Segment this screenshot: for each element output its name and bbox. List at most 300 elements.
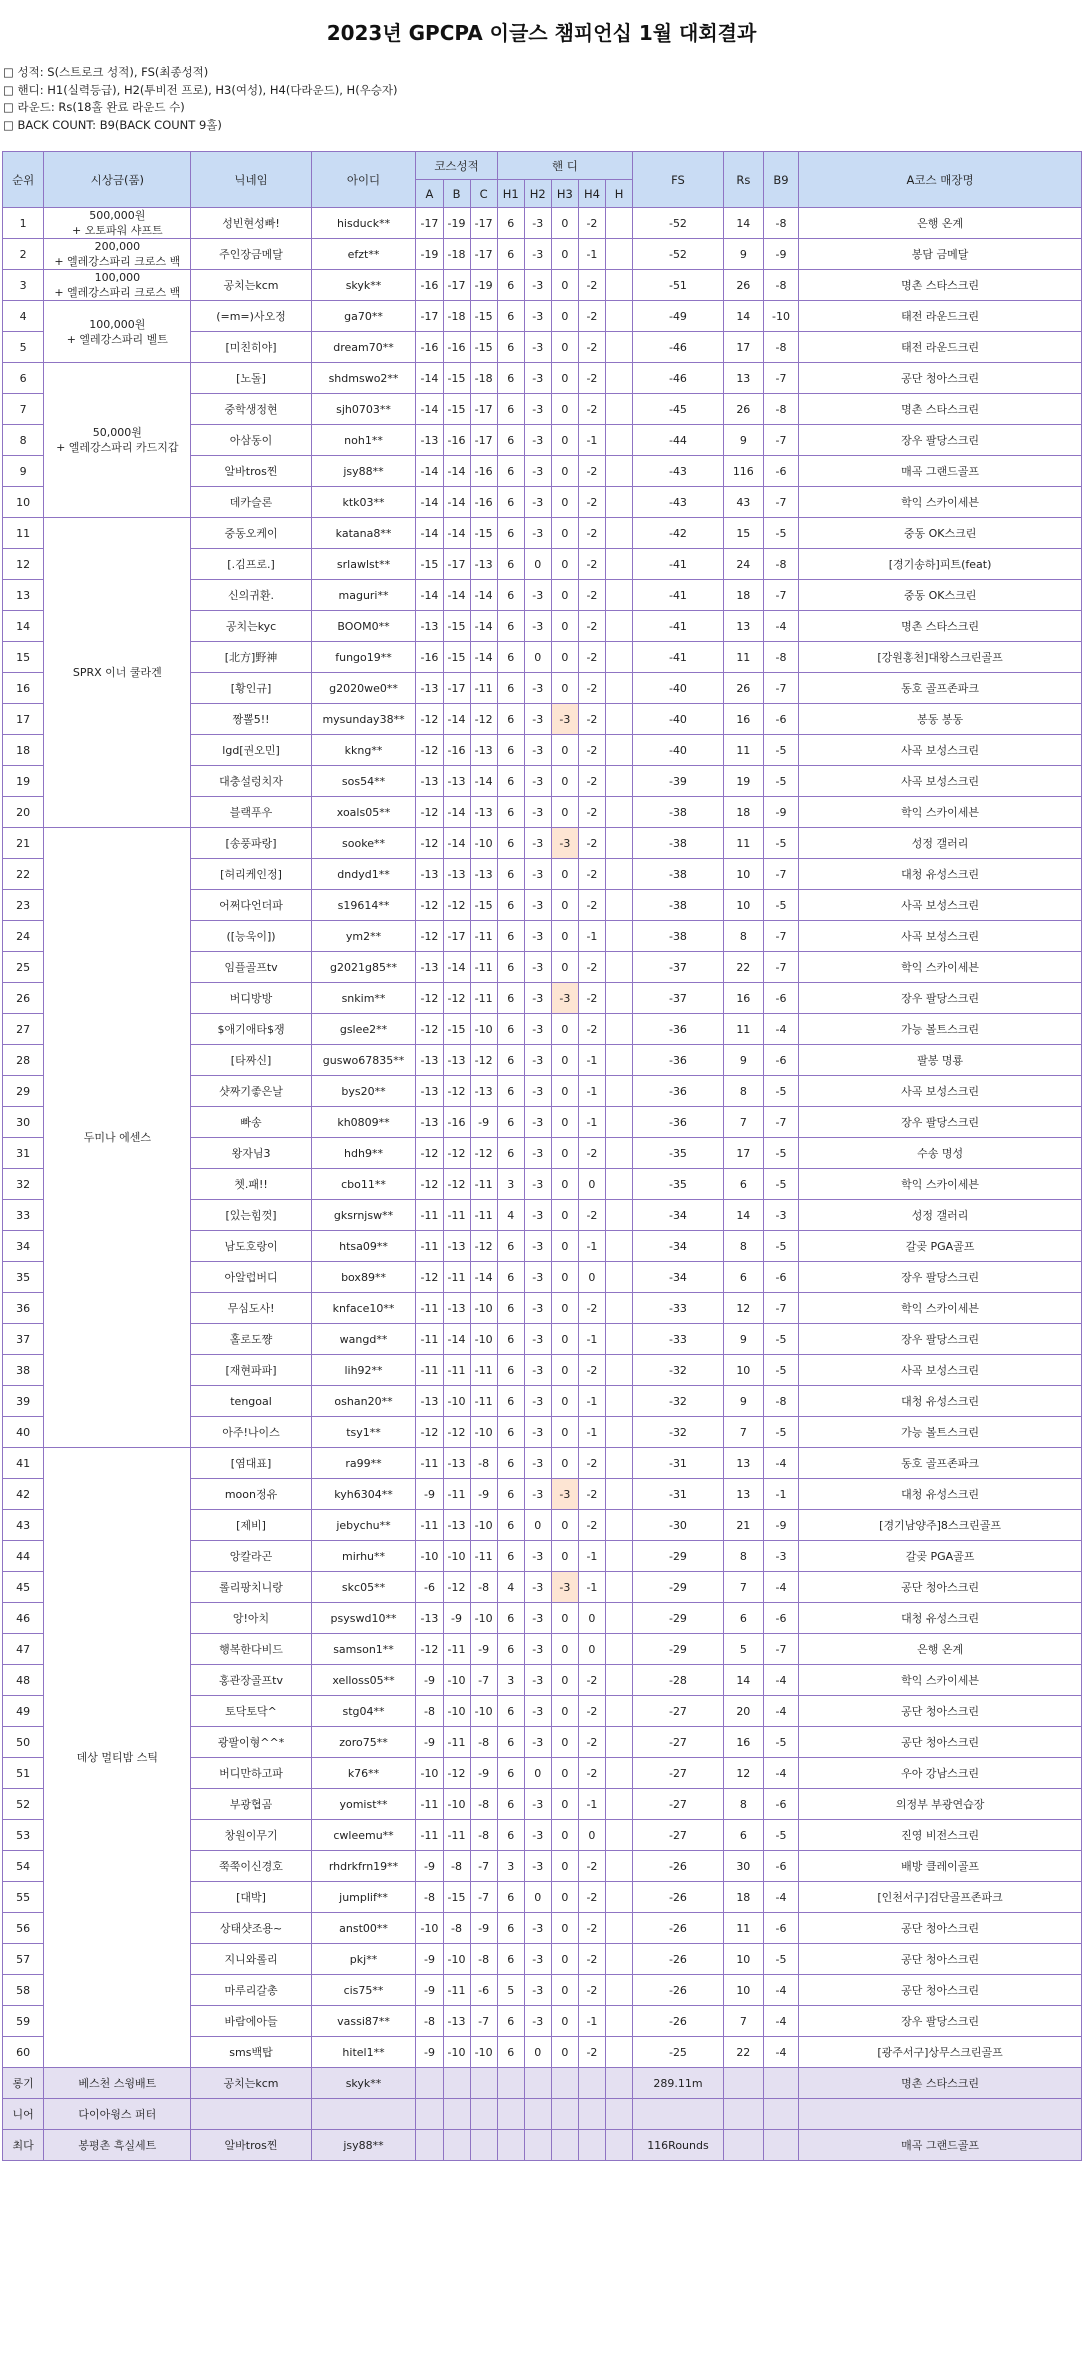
score-a-cell: -11 xyxy=(416,1324,443,1355)
rs-cell: 11 xyxy=(723,642,763,673)
h4-cell: -2 xyxy=(578,797,605,828)
score-a-cell: -9 xyxy=(416,1665,443,1696)
rs-cell: 12 xyxy=(723,1293,763,1324)
rank-cell: 40 xyxy=(3,1417,44,1448)
b9-cell: -6 xyxy=(763,1603,798,1634)
score-c-cell: -14 xyxy=(470,1262,497,1293)
fs-cell: -27 xyxy=(633,1696,724,1727)
h-cell xyxy=(605,1913,632,1944)
h3-cell: 0 xyxy=(551,239,578,270)
h4-cell: -2 xyxy=(578,828,605,859)
h2-cell: -3 xyxy=(524,1851,551,1882)
store-cell: 명촌 스타스크린 xyxy=(799,270,1082,301)
rank-cell: 31 xyxy=(3,1138,44,1169)
rank-cell: 42 xyxy=(3,1479,44,1510)
b9-cell: -6 xyxy=(763,983,798,1014)
nickname-cell: 주인장금메달 xyxy=(191,239,311,270)
score-b-cell: -13 xyxy=(443,1448,470,1479)
header-nickname: 닉네임 xyxy=(191,152,311,208)
header-c: C xyxy=(470,180,497,208)
h2-cell: 0 xyxy=(524,2037,551,2068)
h3-cell: 0 xyxy=(551,1386,578,1417)
nickname-cell: [.김프로.] xyxy=(191,549,311,580)
rs-cell: 15 xyxy=(723,518,763,549)
score-a-cell: -16 xyxy=(416,332,443,363)
store-cell: 공단 청아스크린 xyxy=(799,1727,1082,1758)
score-a-cell: -8 xyxy=(416,1696,443,1727)
h4-cell: 0 xyxy=(578,1262,605,1293)
rank-cell: 12 xyxy=(3,549,44,580)
store-cell: 중동 OK스크린 xyxy=(799,518,1082,549)
b9-cell: -8 xyxy=(763,332,798,363)
id-cell: cis75** xyxy=(311,1975,416,2006)
h1-cell: 6 xyxy=(497,1324,524,1355)
rank-cell: 51 xyxy=(3,1758,44,1789)
award-row xyxy=(3,2130,1082,2161)
h1-cell: 6 xyxy=(497,239,524,270)
fs-cell: -34 xyxy=(633,1231,724,1262)
nickname-cell: [송풍파랑] xyxy=(191,828,311,859)
h1-cell: 6 xyxy=(497,270,524,301)
score-c-cell: -12 xyxy=(470,1045,497,1076)
header-store: A코스 매장명 xyxy=(799,152,1082,208)
h-cell xyxy=(605,890,632,921)
award-empty-cell xyxy=(578,2130,605,2161)
nickname-cell: 샷짜기좋은날 xyxy=(191,1076,311,1107)
h3-cell: 0 xyxy=(551,1231,578,1262)
h4-cell: -2 xyxy=(578,1727,605,1758)
score-c-cell: -7 xyxy=(470,2006,497,2037)
h-cell xyxy=(605,1107,632,1138)
score-b-cell: -11 xyxy=(443,1355,470,1386)
h1-cell: 6 xyxy=(497,1262,524,1293)
score-c-cell: -9 xyxy=(470,1758,497,1789)
h3-cell: 0 xyxy=(551,1634,578,1665)
rs-cell: 16 xyxy=(723,1727,763,1758)
h-cell xyxy=(605,1851,632,1882)
h4-cell: 0 xyxy=(578,1603,605,1634)
score-c-cell: -10 xyxy=(470,1603,497,1634)
award-row xyxy=(3,2099,1082,2130)
award-empty-cell xyxy=(723,2099,763,2130)
award-empty-cell xyxy=(443,2099,470,2130)
rank-cell: 46 xyxy=(3,1603,44,1634)
nickname-cell: 왕자님3 xyxy=(191,1138,311,1169)
id-cell: sjh0703** xyxy=(311,394,416,425)
h2-cell: -3 xyxy=(524,208,551,239)
award-empty-cell xyxy=(497,2130,524,2161)
score-b-cell: -8 xyxy=(443,1913,470,1944)
rs-cell: 9 xyxy=(723,1045,763,1076)
fs-cell: -28 xyxy=(633,1665,724,1696)
h4-cell: -1 xyxy=(578,1386,605,1417)
rank-cell: 14 xyxy=(3,611,44,642)
store-cell: 장우 팔당스크린 xyxy=(799,425,1082,456)
id-cell: samson1** xyxy=(311,1634,416,1665)
h-cell xyxy=(605,456,632,487)
rank-cell: 16 xyxy=(3,673,44,704)
id-cell: efzt** xyxy=(311,239,416,270)
rank-cell: 15 xyxy=(3,642,44,673)
h2-cell: -3 xyxy=(524,1386,551,1417)
award-empty-cell xyxy=(578,2068,605,2099)
store-cell: [광주서구]상무스크린골프 xyxy=(799,2037,1082,2068)
rs-cell: 13 xyxy=(723,1479,763,1510)
award-label-cell: 니어 xyxy=(3,2099,44,2130)
fs-cell: -40 xyxy=(633,704,724,735)
nickname-cell: lgd[권오민] xyxy=(191,735,311,766)
h4-cell: -1 xyxy=(578,1541,605,1572)
id-cell: dream70** xyxy=(311,332,416,363)
score-c-cell: -13 xyxy=(470,859,497,890)
nickname-cell: [제비] xyxy=(191,1510,311,1541)
table-row xyxy=(3,363,1082,394)
h2-cell: -3 xyxy=(524,1944,551,1975)
h4-cell: -2 xyxy=(578,1448,605,1479)
score-c-cell: -9 xyxy=(470,1913,497,1944)
score-b-cell: -16 xyxy=(443,735,470,766)
score-b-cell: -14 xyxy=(443,518,470,549)
score-c-cell: -16 xyxy=(470,456,497,487)
header-course-score: 코스성적 xyxy=(416,152,497,180)
store-cell: 수송 명성 xyxy=(799,1138,1082,1169)
h2-cell: -3 xyxy=(524,1634,551,1665)
b9-cell: -5 xyxy=(763,766,798,797)
h1-cell: 6 xyxy=(497,394,524,425)
rank-cell: 11 xyxy=(3,518,44,549)
h2-cell: -3 xyxy=(524,1076,551,1107)
b9-cell: -10 xyxy=(763,301,798,332)
store-cell: 학익 스카이세븐 xyxy=(799,1169,1082,1200)
fs-cell: -43 xyxy=(633,456,724,487)
score-b-cell: -17 xyxy=(443,673,470,704)
h4-cell: -2 xyxy=(578,859,605,890)
score-c-cell: -17 xyxy=(470,208,497,239)
fs-cell: -26 xyxy=(633,1851,724,1882)
h-cell xyxy=(605,208,632,239)
nickname-cell: sms백탑 xyxy=(191,2037,311,2068)
fs-cell: -32 xyxy=(633,1417,724,1448)
rs-cell: 26 xyxy=(723,270,763,301)
h1-cell: 6 xyxy=(497,890,524,921)
rs-cell: 10 xyxy=(723,1975,763,2006)
h3-cell: 0 xyxy=(551,1448,578,1479)
table-row xyxy=(3,208,1082,239)
rs-cell: 11 xyxy=(723,735,763,766)
id-cell: skyk** xyxy=(311,270,416,301)
award-empty-cell xyxy=(723,2130,763,2161)
h3-cell: 0 xyxy=(551,1820,578,1851)
h1-cell: 4 xyxy=(497,1572,524,1603)
b9-cell: -7 xyxy=(763,859,798,890)
nickname-cell: 아알럽버디 xyxy=(191,1262,311,1293)
rank-cell: 10 xyxy=(3,487,44,518)
score-c-cell: -9 xyxy=(470,1107,497,1138)
score-b-cell: -14 xyxy=(443,456,470,487)
score-a-cell: -19 xyxy=(416,239,443,270)
store-cell: 은행 온계 xyxy=(799,208,1082,239)
h-cell xyxy=(605,1975,632,2006)
h3-cell: 0 xyxy=(551,1758,578,1789)
h-cell xyxy=(605,1510,632,1541)
h3-cell: 0 xyxy=(551,332,578,363)
h2-cell: -3 xyxy=(524,394,551,425)
rs-cell: 13 xyxy=(723,363,763,394)
rank-cell: 33 xyxy=(3,1200,44,1231)
score-a-cell: -13 xyxy=(416,611,443,642)
rank-cell: 21 xyxy=(3,828,44,859)
rank-cell: 24 xyxy=(3,921,44,952)
h4-cell: -1 xyxy=(578,1572,605,1603)
id-cell: sooke** xyxy=(311,828,416,859)
legend-notes xyxy=(3,64,398,134)
h4-cell: -2 xyxy=(578,332,605,363)
award-empty-cell xyxy=(470,2068,497,2099)
b9-cell: -4 xyxy=(763,2006,798,2037)
h2-cell: -3 xyxy=(524,1169,551,1200)
h4-cell: -2 xyxy=(578,673,605,704)
id-cell: ga70** xyxy=(311,301,416,332)
score-b-cell: -17 xyxy=(443,549,470,580)
h2-cell: -3 xyxy=(524,239,551,270)
h-cell xyxy=(605,1014,632,1045)
h-cell xyxy=(605,239,632,270)
h4-cell: -1 xyxy=(578,1789,605,1820)
rs-cell: 12 xyxy=(723,1758,763,1789)
h4-cell: -2 xyxy=(578,487,605,518)
h1-cell: 6 xyxy=(497,1045,524,1076)
h2-cell: 0 xyxy=(524,642,551,673)
b9-cell: -8 xyxy=(763,394,798,425)
h4-cell: -2 xyxy=(578,1200,605,1231)
award-empty-cell xyxy=(551,2130,578,2161)
rank-cell: 35 xyxy=(3,1262,44,1293)
note-handicap: □ 핸디: H1(실력등급), H2(투비전 프로), H3(여성), H4(다라운드), H(우승자) xyxy=(3,82,398,97)
store-cell: 동호 골프존파크 xyxy=(799,673,1082,704)
fs-cell: -38 xyxy=(633,921,724,952)
rank-cell: 55 xyxy=(3,1882,44,1913)
store-cell: 장우 팔당스크린 xyxy=(799,983,1082,1014)
h3-cell: 0 xyxy=(551,1138,578,1169)
h3-cell: 0 xyxy=(551,797,578,828)
store-cell: 동호 골프존파크 xyxy=(799,1448,1082,1479)
nickname-cell: 성빈현성빠! xyxy=(191,208,311,239)
b9-cell: -4 xyxy=(763,1448,798,1479)
h4-cell: -2 xyxy=(578,394,605,425)
score-c-cell: -15 xyxy=(470,890,497,921)
score-c-cell: -10 xyxy=(470,1417,497,1448)
score-b-cell: -15 xyxy=(443,1014,470,1045)
id-cell: g2021g85** xyxy=(311,952,416,983)
fs-cell: -31 xyxy=(633,1479,724,1510)
nickname-cell: [황인규] xyxy=(191,673,311,704)
store-cell: 봉담 금메달 xyxy=(799,239,1082,270)
prize-cell: 50,000원 + 엘레강스파리 카드지갑 xyxy=(44,363,191,518)
fs-cell: -41 xyxy=(633,549,724,580)
score-a-cell: -10 xyxy=(416,1758,443,1789)
score-b-cell: -15 xyxy=(443,611,470,642)
h-cell xyxy=(605,735,632,766)
h3-cell: 0 xyxy=(551,1324,578,1355)
h-cell xyxy=(605,766,632,797)
h-cell xyxy=(605,1045,632,1076)
rs-cell: 6 xyxy=(723,1820,763,1851)
store-cell: 명촌 스타스크린 xyxy=(799,611,1082,642)
rank-cell: 44 xyxy=(3,1541,44,1572)
award-empty-cell xyxy=(443,2068,470,2099)
score-c-cell: -11 xyxy=(470,921,497,952)
score-c-cell: -11 xyxy=(470,1541,497,1572)
h4-cell: -2 xyxy=(578,1882,605,1913)
score-b-cell: -11 xyxy=(443,1200,470,1231)
h4-cell: -1 xyxy=(578,921,605,952)
id-cell: htsa09** xyxy=(311,1231,416,1262)
score-c-cell: -6 xyxy=(470,1975,497,2006)
nickname-cell: 빠송 xyxy=(191,1107,311,1138)
h3-cell: 0 xyxy=(551,1541,578,1572)
id-cell: hitel1** xyxy=(311,2037,416,2068)
fs-cell: -35 xyxy=(633,1169,724,1200)
rs-cell: 22 xyxy=(723,952,763,983)
fs-cell: -52 xyxy=(633,239,724,270)
score-a-cell: -12 xyxy=(416,1634,443,1665)
fs-cell: -29 xyxy=(633,1634,724,1665)
nickname-cell: 아삼동이 xyxy=(191,425,311,456)
score-c-cell: -9 xyxy=(470,1479,497,1510)
score-c-cell: -9 xyxy=(470,1634,497,1665)
score-b-cell: -14 xyxy=(443,704,470,735)
h4-cell: -2 xyxy=(578,1696,605,1727)
h1-cell: 6 xyxy=(497,2006,524,2037)
nickname-cell: ([능욱이]) xyxy=(191,921,311,952)
h1-cell: 6 xyxy=(497,425,524,456)
id-cell: gksrnjsw** xyxy=(311,1200,416,1231)
id-cell: BOOM0** xyxy=(311,611,416,642)
score-a-cell: -13 xyxy=(416,952,443,983)
score-a-cell: -12 xyxy=(416,1014,443,1045)
fs-cell: -40 xyxy=(633,735,724,766)
fs-cell: -38 xyxy=(633,859,724,890)
h2-cell: -3 xyxy=(524,673,551,704)
award-empty-cell xyxy=(470,2099,497,2130)
score-a-cell: -13 xyxy=(416,1045,443,1076)
store-cell: 대청 유성스크린 xyxy=(799,1479,1082,1510)
score-a-cell: -11 xyxy=(416,1293,443,1324)
h2-cell: -3 xyxy=(524,270,551,301)
h1-cell: 3 xyxy=(497,1851,524,1882)
score-b-cell: -15 xyxy=(443,1882,470,1913)
h1-cell: 6 xyxy=(497,859,524,890)
id-cell: xelloss05** xyxy=(311,1665,416,1696)
fs-cell: -46 xyxy=(633,332,724,363)
score-c-cell: -7 xyxy=(470,1665,497,1696)
score-a-cell: -17 xyxy=(416,208,443,239)
h-cell xyxy=(605,332,632,363)
h-cell xyxy=(605,1200,632,1231)
id-cell: dndyd1** xyxy=(311,859,416,890)
score-a-cell: -9 xyxy=(416,1727,443,1758)
b9-cell: -8 xyxy=(763,1386,798,1417)
h3-cell: 0 xyxy=(551,270,578,301)
store-cell: [인천서구]검단골프존파크 xyxy=(799,1882,1082,1913)
score-a-cell: -12 xyxy=(416,921,443,952)
score-c-cell: -8 xyxy=(470,1572,497,1603)
note-backcount: □ BACK COUNT: B9(BACK COUNT 9홀) xyxy=(3,117,222,132)
rank-cell: 19 xyxy=(3,766,44,797)
rs-cell: 8 xyxy=(723,1541,763,1572)
h-cell xyxy=(605,673,632,704)
h1-cell: 6 xyxy=(497,1944,524,1975)
note-score: □ 성적: S(스트로크 성적), FS(최종성적) xyxy=(3,65,209,79)
h1-cell: 6 xyxy=(497,580,524,611)
h2-cell: -3 xyxy=(524,1975,551,2006)
fs-cell: -36 xyxy=(633,1076,724,1107)
b9-cell: -5 xyxy=(763,1076,798,1107)
rs-cell: 9 xyxy=(723,239,763,270)
score-c-cell: -11 xyxy=(470,952,497,983)
h4-cell: -1 xyxy=(578,1076,605,1107)
award-empty-cell xyxy=(497,2099,524,2130)
score-c-cell: -13 xyxy=(470,1076,497,1107)
h3-cell: 0 xyxy=(551,1355,578,1386)
h2-cell: -3 xyxy=(524,1355,551,1386)
h2-cell: -3 xyxy=(524,580,551,611)
rank-cell: 60 xyxy=(3,2037,44,2068)
score-a-cell: -13 xyxy=(416,859,443,890)
rs-cell: 9 xyxy=(723,1324,763,1355)
rank-cell: 36 xyxy=(3,1293,44,1324)
h1-cell: 6 xyxy=(497,1696,524,1727)
nickname-cell: 바람에아들 xyxy=(191,2006,311,2037)
score-a-cell: -12 xyxy=(416,983,443,1014)
score-b-cell: -18 xyxy=(443,239,470,270)
id-cell: yomist** xyxy=(311,1789,416,1820)
rank-cell: 53 xyxy=(3,1820,44,1851)
fs-cell: -52 xyxy=(633,208,724,239)
h2-cell: -3 xyxy=(524,704,551,735)
score-c-cell: -10 xyxy=(470,1324,497,1355)
h3-cell: 0 xyxy=(551,1200,578,1231)
score-c-cell: -19 xyxy=(470,270,497,301)
nickname-cell: 버디방방 xyxy=(191,983,311,1014)
h4-cell: -2 xyxy=(578,208,605,239)
score-c-cell: -10 xyxy=(470,1293,497,1324)
score-a-cell: -12 xyxy=(416,1262,443,1293)
b9-cell: -7 xyxy=(763,580,798,611)
h-cell xyxy=(605,1169,632,1200)
h-cell xyxy=(605,1727,632,1758)
h2-cell: -3 xyxy=(524,1541,551,1572)
store-cell: 사곡 보성스크린 xyxy=(799,890,1082,921)
rs-cell: 7 xyxy=(723,1572,763,1603)
b9-cell: -7 xyxy=(763,425,798,456)
award-empty-cell xyxy=(605,2068,632,2099)
nickname-cell: moon정유 xyxy=(191,1479,311,1510)
score-c-cell: -14 xyxy=(470,611,497,642)
score-c-cell: -14 xyxy=(470,766,497,797)
h-cell xyxy=(605,1882,632,1913)
rank-cell: 5 xyxy=(3,332,44,363)
store-cell: 태전 라운드크린 xyxy=(799,301,1082,332)
award-empty-cell xyxy=(551,2099,578,2130)
h-cell xyxy=(605,1634,632,1665)
nickname-cell: 짱뽈5!! xyxy=(191,704,311,735)
h1-cell: 6 xyxy=(497,952,524,983)
score-b-cell: -16 xyxy=(443,425,470,456)
nickname-cell: 중동오케이 xyxy=(191,518,311,549)
score-b-cell: -15 xyxy=(443,363,470,394)
h4-cell: -2 xyxy=(578,611,605,642)
